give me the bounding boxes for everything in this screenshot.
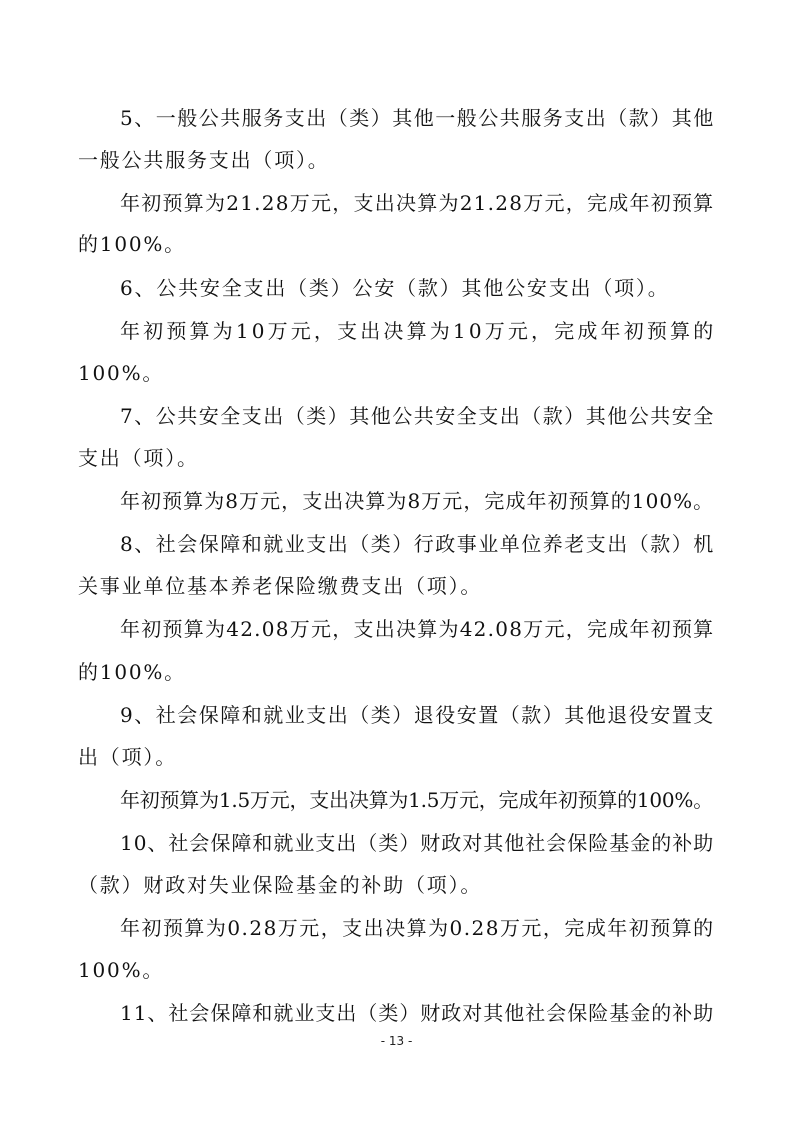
paragraph-line: 6、公共安全支出（类）公安（款）其他公安支出（项）。 [120, 276, 670, 300]
page-number: - 13 - [380, 1034, 413, 1048]
paragraph-line: 8、社会保障和就业支出（类）行政事业单位养老支出（款）机 [120, 532, 715, 556]
paragraph-line: 100%。 [78, 958, 165, 982]
paragraph-line: （款）财政对失业保险基金的补助（项）。 [78, 873, 483, 897]
paragraph-line: 年初预算为0.28万元，支出决算为0.28万元，完成年初预算的 [120, 916, 715, 940]
paragraph-line: 年初预算为1.5万元，支出决算为1.5万元，完成年初预算的100%。 [120, 788, 713, 812]
paragraph-line: 年初预算为21.28万元，支出决算为21.28万元，完成年初预算 [120, 191, 715, 215]
paragraph-line: 5、一般公共服务支出（类）其他一般公共服务支出（款）其他 [120, 106, 715, 130]
paragraph-line: 10、社会保障和就业支出（类）财政对其他社会保险基金的补助 [120, 831, 715, 855]
paragraph-line: 一般公共服务支出（项）。 [78, 148, 330, 172]
paragraph-line: 100%。 [78, 361, 165, 385]
paragraph-line: 年初预算为8万元，支出决算为8万元，完成年初预算的100%。 [120, 489, 715, 513]
paragraph-line: 支出（项）。 [78, 446, 199, 470]
paragraph-line: 年初预算为42.08万元，支出决算为42.08万元，完成年初预算 [120, 617, 715, 641]
paragraph-line: 关事业单位基本养老保险缴费支出（项）。 [78, 574, 483, 598]
paragraph-line: 7、公共安全支出（类）其他公共安全支出（款）其他公共安全 [120, 404, 715, 428]
paragraph-line: 出（项）。 [78, 745, 177, 769]
paragraph-line: 的100%。 [78, 660, 186, 684]
paragraph-line: 11、社会保障和就业支出（类）财政对其他社会保险基金的补助 [120, 1001, 715, 1025]
paragraph-line: 年初预算为10万元，支出决算为10万元，完成年初预算的 [120, 319, 717, 343]
paragraph-line: 的100%。 [78, 232, 186, 256]
paragraph-line: 9、社会保障和就业支出（类）退役安置（款）其他退役安置支 [120, 703, 715, 727]
